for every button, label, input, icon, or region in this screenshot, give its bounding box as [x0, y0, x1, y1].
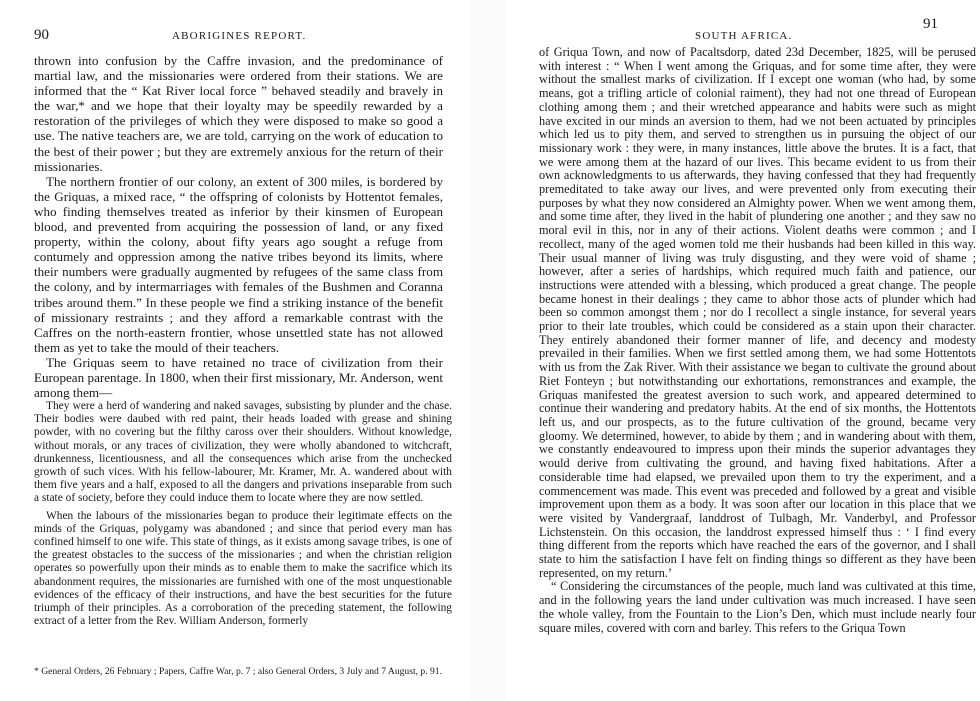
footnote: * General Orders, 26 February ; Papers, Caffre War, p. 7 ; also General Orders, 3 July and 7 August, p. 91. [34, 666, 442, 677]
left-running-head: ABORIGINES REPORT. [172, 30, 307, 42]
paragraph: The Griquas seem to have retained no trace of civilization from their European parentage. In 1800, when their first missionary, Mr. Anderson, went among them— [34, 354, 443, 401]
left-page [0, 0, 470, 701]
quote-paragraph: They were a herd of wandering and naked savages, subsisting by plunder and the chase. Their bodies were daubed with red paint, their heads loaded with grease and shining powder, with no covering but the filthy caross over their shoulders. Without knowledge, without morals, or any traces of civilization, they were wholly abandoned to witchcraft, drunkenness, licentiousness, and all the consequences which arise from the unchecked growth of such vices. With his fellow-labourer, Mr. Kramer, Mr. A. wandered about with them five years and a half, exposed to all the dangers and privations inseparable from such a state of society, before they could induce them to locate where they are now settled. [34, 400, 452, 505]
paragraph: “ Considering the circumstances of the people, much land was cultivated at this time, and in the following years the land under cultivation was much increased. I have seen the whole valley, from the Fountain to the Lion’s Den, which must include nearly four square miles, covered with corn and barley. This refers to the Griqua Town [539, 579, 976, 635]
paragraph: The northern frontier of our colony, an extent of 300 miles, is bordered by the Griquas, a mixed race, “ the offspring of colonists by Hottentot females, who finding themselves treated as inferior by their kinsmen of European blood, and prevented from acquiring the possession of land, or any fixed property, within the colony, about fifty years ago sought a refuge from contumely and oppression among the native tribes beyond its limits, where their numbers were gradually augmented by refugees of the same class from the colony, and by intermarriages with females of the Bushmen and Coranna tribes around them.” In these people we find a striking instance of the benefit of missionary restraints ; and they afford a remarkable contrast with the Caffres on the north-eastern frontier, whose unsettled state has not allowed them as yet to take the mould of their teachers. [34, 173, 443, 355]
book-gutter [470, 0, 505, 701]
right-page [505, 0, 980, 701]
right-page-number: 91 [923, 16, 938, 32]
right-running-head: SOUTH AFRICA. [695, 30, 793, 42]
quote-paragraph: When the labours of the missionaries began to produce their legitimate effects on the minds of the Griquas, polygamy was abandoned ; and since that period every man has confined himself to one wife. This state of things, as it exists among savage tribes, is one of the greatest obstacles to the success of the missionaries ; and when the christian religion operates so powerfully upon their minds as to enable them to make the sacrifice which its abandonment requires, the missionaries are furnished with one of the most unquestionable evidences of the efficacy of their instructions, and have the best securities for the future triumph of their principles. As a corroboration of the preceding statement, the following extract of a letter from the Rev. William Anderson, formerly [34, 509, 452, 628]
left-page-number: 90 [34, 27, 49, 43]
left-body-text [34, 53, 443, 400]
left-extract-quote [34, 400, 452, 628]
paragraph: of Griqua Town, and now of Pacaltsdorp, dated 23d December, 1825, will be perused with interest : “ When I went among the Griquas, and for some time after, they were without the smallest marks of civilization. If I except one woman (who had, by some means, got a trifling article of colonial raiment), they had not one thread of European clothing among them ; and their wretched appearance and habits were such as might have excited in our minds an aversion to them, had we not been actuated by principles which led us to pity them, and served to strengthen us in pursuing the object of our missionary work : they were, in many instances, little above the brutes. It is a fact, that we were among them at the hazard of our lives. This became evident to us from their own acknowledgments to us afterwards, they having confessed that they had frequently premeditated to take away our lives, and were prevented only from executing their purposes by what they now considered an Almighty power. When we went among them, and some time after, they lived in the habit of plundering one another ; and they saw no moral evil in this, nor in any of their actions. Violent deaths were common ; and I recollect, many of the aged women told me their husbands had been killed in this way. Their usual manner of living was truly disgusting, and they were void of shame ; however, after a series of hardships, which required much faith and patience, our instructions were attended with a blessing, which produced a great change. The people became honest in their dealings ; they came to abhor those acts of plunder which had been so common amongst them ; nor do I recollect a single instance, for several years prior to their late troubles, which could be considered as a stain upon their character. They entirely abandoned their former manner of life, and decency and modesty prevailed in their families. When we first settled among them, we had some Hottentots with us from the Zak River. With their assistance we began to cultivate the ground about Riet Fonteyn ; but notwithstanding our exhortations, remonstrances and example, the Griquas manifested the greatest aversion to such work, and appeared determined to continue their wandering and predatory habits. At the end of six months, the Hottentots left us, and our prospects, as to the future cultivation of the ground, became very gloomy. We determined, however, to abide by them ; and in wandering about with them, we constantly endeavoured to impress upon their minds the superior advantages they would derive from cultivating the ground, and having fixed habitations. After a considerable time had elapsed, we prevailed upon them to try the experiment, and a commencement was made. This event was preceded and followed by a great and visible improvement upon them as a body. It was soon after our location in this place that we were visited by Vandergraaf, landdrost of Tulbagh, Mr. Vanderbyl, and Professor Lichstenstein. On this occasion, the landdrost expressed himself thus : ‘ I find every thing different from the reports which have reached the ears of the governor, and I shall state to him the satisfaction I have felt on finding things so different as they have been represented, on my return.’ [539, 45, 976, 580]
paragraph: thrown into confusion by the Caffre invasion, and the predominance of martial law, and the missionaries were ordered from their stations. We are informed that the “ Kat River local force ” behaved steadily and bravely in the war,* and we hope that their loyalty may be speedily rewarded by a restoration of the privileges of which they were disposed to make so good a use. The native teachers are, we are told, carrying on the work of education to the best of their power ; but they are extremely anxious for the return of their missionaries. [34, 53, 443, 174]
right-body-text [539, 46, 976, 635]
